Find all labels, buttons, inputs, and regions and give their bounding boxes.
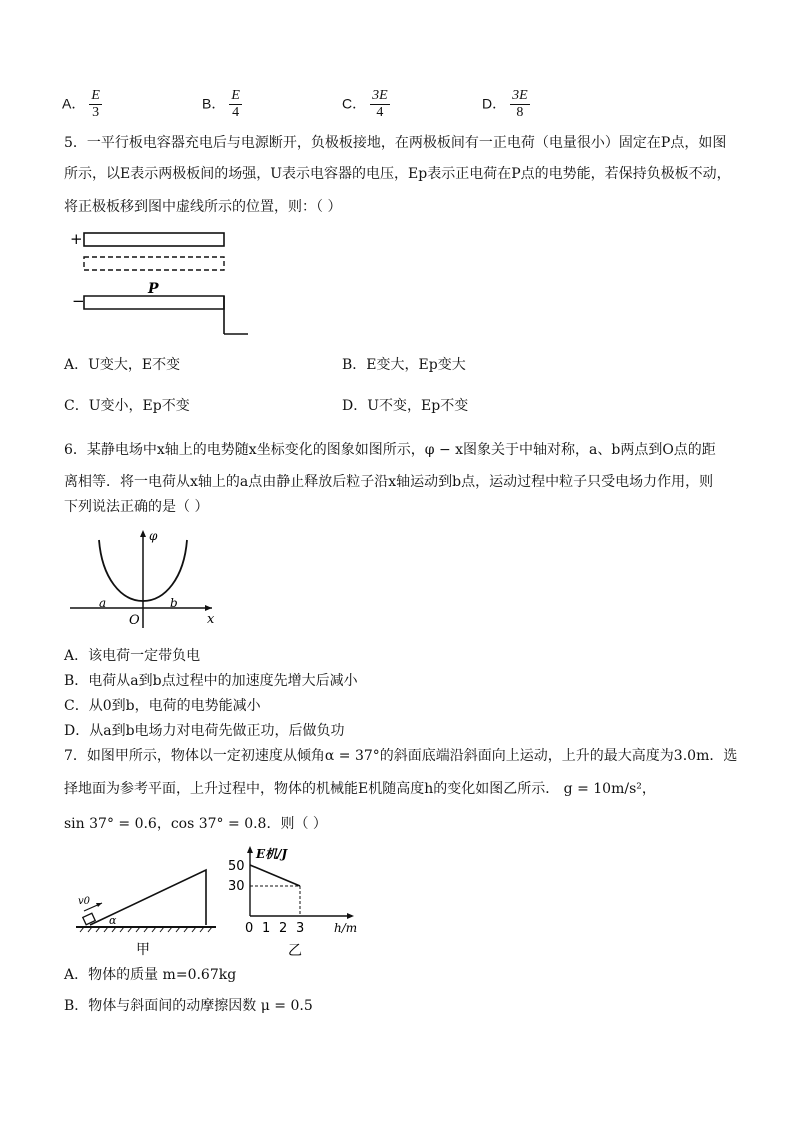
x-axis-arrow <box>205 605 212 611</box>
y-tick-50: 50 <box>228 859 245 874</box>
incline-slope <box>90 870 206 925</box>
energy-line <box>250 865 300 886</box>
figure-yi-caption: 乙 <box>288 943 302 959</box>
negative-plate <box>84 296 224 309</box>
y-tick-30: 30 <box>228 879 245 894</box>
incline-figure <box>72 862 220 960</box>
point-b-label: b <box>170 596 178 610</box>
q7-text-line2: 择地面为参考平面，上升过程中，物体的机械能E机随高度h的变化如图乙所示． g = 10m/s²， <box>64 781 656 797</box>
q6-option-d: D．从a到b电场力对电荷先做正功，后做负功 <box>64 723 345 739</box>
q4-option-d: D． $\frac{3E}{8}$ <box>482 88 528 120</box>
q5-option-a: A．U变大，E不变 <box>64 357 181 373</box>
point-a-label: a <box>99 596 107 610</box>
q5-text-line1: 5．一平行板电容器充电后与电源断开，负极板接地，在两极板间有一正电荷（电量很小）固定在P点，如图 <box>64 135 727 151</box>
q6-option-c: C．从0到b，电荷的电势能减小 <box>64 698 261 714</box>
q5-option-d: D．U不变，Ep不变 <box>342 398 469 414</box>
h-axis-label: h/m <box>334 921 358 935</box>
positive-plate <box>84 233 224 246</box>
potential-graph <box>66 528 226 632</box>
h-axis-arrow <box>347 913 354 919</box>
q5-text-line2: 所示，以E表示两极板间的场强，U表示电容器的电压，Ep表示正电荷在P点的电势能，若保持负极板不动， <box>64 166 731 182</box>
q5-option-c: C．U变小，Ep不变 <box>64 398 190 414</box>
phi-axis-arrow <box>140 530 146 537</box>
figure-jia-caption: 甲 <box>136 942 150 958</box>
point-p-label: P <box>148 281 159 297</box>
x-tick-1: 1 <box>262 921 271 936</box>
e-axis-arrow <box>247 846 253 853</box>
x-label: x <box>207 612 215 627</box>
energy-height-graph <box>226 840 372 966</box>
q5-option-b: B．E变大，Ep变大 <box>342 357 466 373</box>
q4-option-a: A． $\frac{E}{3}$ <box>62 88 100 120</box>
origin-label: O <box>129 613 140 628</box>
q6-option-b: B．电荷从a到b点过程中的加速度先增大后减小 <box>64 673 358 689</box>
x-tick-2: 2 <box>279 921 288 936</box>
q7-text-line1: 7．如图甲所示，物体以一定初速度从倾角α = 37°的斜面底端沿斜面向上运动，上升的最大高度为3.0m．选 <box>64 748 738 764</box>
phi-label: φ <box>149 529 158 543</box>
alpha-label: α <box>109 914 117 927</box>
q4-option-c: C． $\frac{3E}{4}$ <box>342 88 388 120</box>
x-tick-0: 0 <box>245 921 254 936</box>
e-axis-label: E机/J <box>256 847 288 861</box>
q7-option-b: B．物体与斜面间的动摩擦因数 μ = 0.5 <box>64 998 313 1014</box>
plus-sign: + <box>70 230 83 248</box>
q6-option-a: A．该电荷一定带负电 <box>64 648 201 664</box>
q4-option-b: B． $\frac{E}{4}$ <box>202 88 240 120</box>
q5-text-line3: 将正极板移到图中虚线所示的位置，则：（ ） <box>64 199 342 215</box>
minus-sign: − <box>72 292 85 310</box>
q6-text-line2: 离相等．将一电荷从x轴上的a点由静止释放后粒子沿x轴运动到b点，运动过程中粒子只受电场力作用，则 <box>64 474 714 490</box>
q7-option-a: A．物体的质量 m=0.67kg <box>64 967 237 983</box>
q6-text-line3: 下列说法正确的是（ ） <box>64 499 209 515</box>
q6-text-line1: 6．某静电场中x轴上的电势随x坐标变化的图象如图所示，φ − x图象关于中轴对称，a、b两点到O点的距 <box>64 442 716 458</box>
v0-label: v0 <box>78 896 91 907</box>
q7-text-line3: sin 37° = 0.6，cos 37° = 0.8．则（ ） <box>64 816 327 832</box>
dashed-plate-position <box>84 257 224 270</box>
capacitor-figure <box>64 226 264 342</box>
x-tick-3: 3 <box>296 921 305 936</box>
